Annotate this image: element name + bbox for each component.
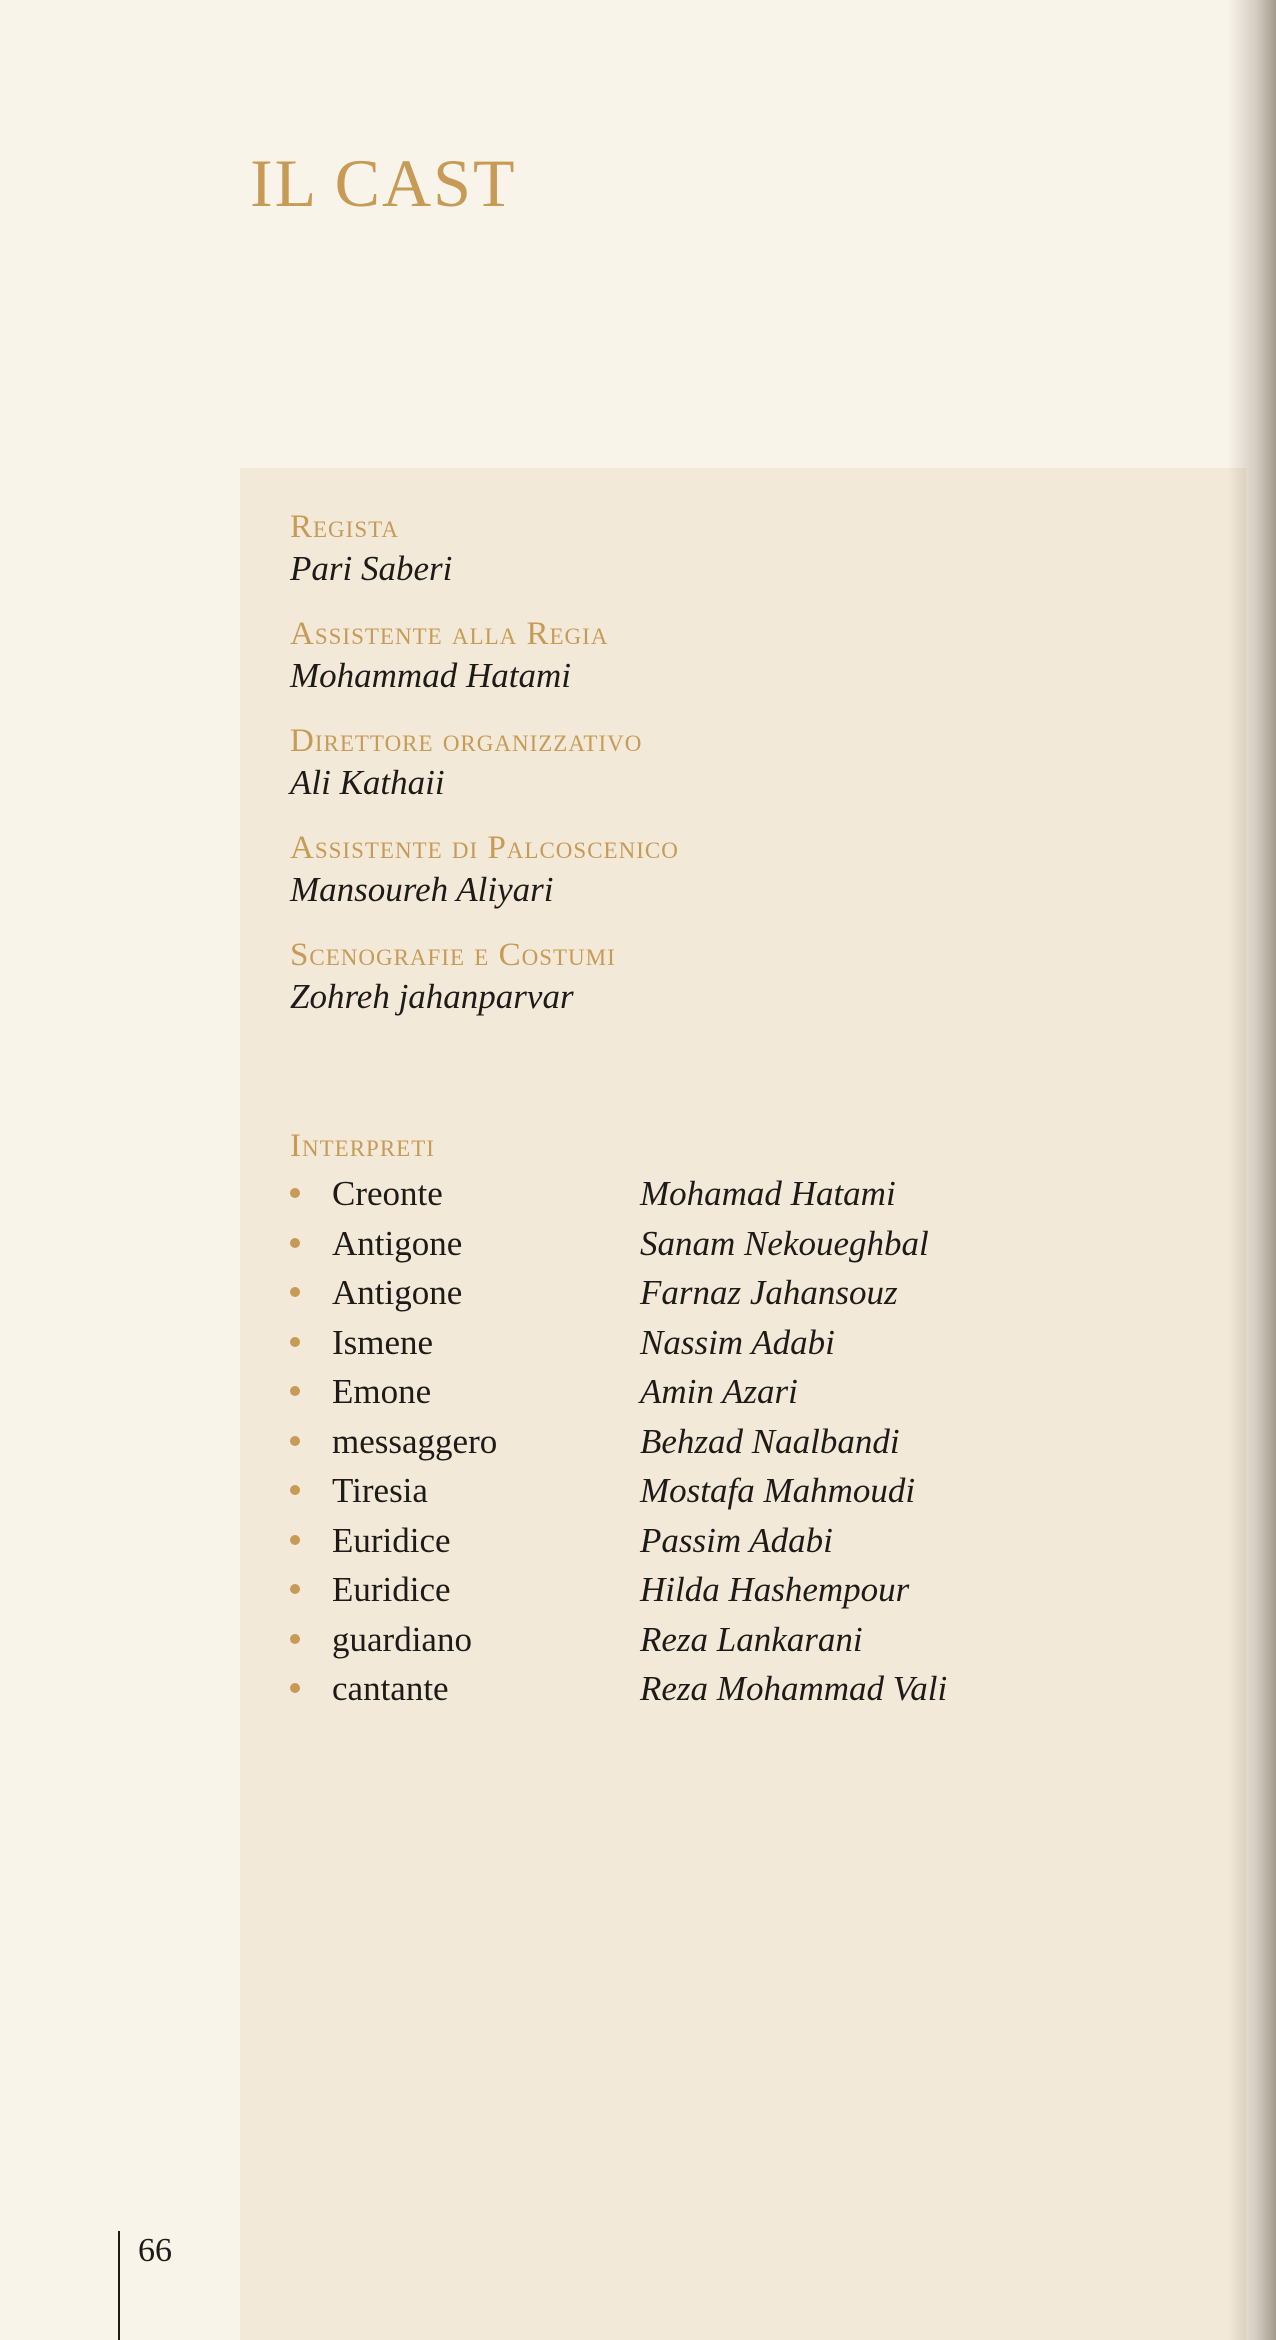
bullet-icon (290, 1485, 300, 1495)
actor-name: Reza Lankarani (640, 1619, 863, 1659)
cast-row (290, 1420, 900, 1470)
actor-name: Farnaz Jahansouz (640, 1273, 898, 1312)
cast-row (290, 1568, 910, 1618)
character-name: messaggero (332, 1421, 498, 1461)
credit-role: Assistente di Palcoscenico (290, 830, 679, 866)
credit-role: Scenografie e Costumi (290, 937, 616, 973)
page-number-rule (118, 2231, 120, 2340)
credit-entry (290, 935, 679, 1019)
credit-name: Mansoureh Aliyari (290, 870, 554, 909)
cast-row (290, 1667, 948, 1717)
actor-name: Sanam Nekoueghbal (640, 1223, 929, 1263)
credit-name: Mohammad Hatami (290, 656, 571, 695)
cast-section (290, 1126, 948, 1717)
page-title: IL CAST (250, 144, 517, 221)
page-number: 66 (138, 2232, 172, 2269)
character-name: Antigone (332, 1273, 463, 1312)
character-name: Emone (332, 1372, 432, 1411)
actor-name: Hilda Hashempour (640, 1570, 910, 1609)
cast-row (290, 1271, 898, 1321)
bullet-icon (290, 1337, 300, 1347)
actor-name: Nassim Adabi (640, 1322, 835, 1362)
bullet-icon (290, 1584, 300, 1594)
actor-name: Amin Azari (640, 1372, 798, 1411)
cast-row (290, 1370, 798, 1420)
actor-name: Reza Mohammad Vali (640, 1669, 948, 1708)
bullet-icon (290, 1386, 300, 1396)
cast-row (290, 1469, 916, 1519)
bullet-icon (290, 1634, 300, 1644)
actor-name: Mostafa Mahmoudi (640, 1471, 916, 1510)
cast-list (290, 1172, 948, 1717)
character-name: Creonte (332, 1174, 443, 1213)
credit-entry (290, 614, 679, 698)
character-name: Euridice (332, 1520, 451, 1560)
character-name: guardiano (332, 1619, 472, 1659)
character-name: Tiresia (332, 1471, 428, 1510)
character-name: Ismene (332, 1322, 434, 1362)
cast-row (290, 1321, 835, 1371)
cast-header: Interpreti (290, 1128, 435, 1164)
credit-role: Regista (290, 509, 399, 545)
cast-row (290, 1172, 896, 1222)
character-name: Antigone (332, 1223, 463, 1263)
credit-entry (290, 507, 679, 591)
credit-name: Pari Saberi (290, 549, 453, 588)
cast-row (290, 1618, 863, 1668)
credit-name: Zohreh jahanparvar (290, 977, 574, 1016)
bullet-icon (290, 1287, 300, 1297)
bullet-icon (290, 1683, 300, 1693)
cast-row (290, 1222, 929, 1272)
bullet-icon (290, 1238, 300, 1248)
credit-entry (290, 721, 679, 805)
cast-row (290, 1519, 833, 1569)
page-binding-shadow (1228, 0, 1276, 2340)
bullet-icon (290, 1535, 300, 1545)
character-name: cantante (332, 1669, 449, 1708)
actor-name: Passim Adabi (640, 1520, 833, 1560)
credit-entry (290, 828, 679, 912)
credits-list (290, 507, 679, 1042)
credit-role: Direttore organizzativo (290, 723, 643, 759)
credit-role: Assistente alla Regia (290, 616, 609, 652)
actor-name: Behzad Naalbandi (640, 1421, 900, 1461)
actor-name: Mohamad Hatami (640, 1174, 896, 1213)
character-name: Euridice (332, 1570, 451, 1609)
bullet-icon (290, 1436, 300, 1446)
bullet-icon (290, 1188, 300, 1198)
credit-name: Ali Kathaii (290, 763, 445, 802)
